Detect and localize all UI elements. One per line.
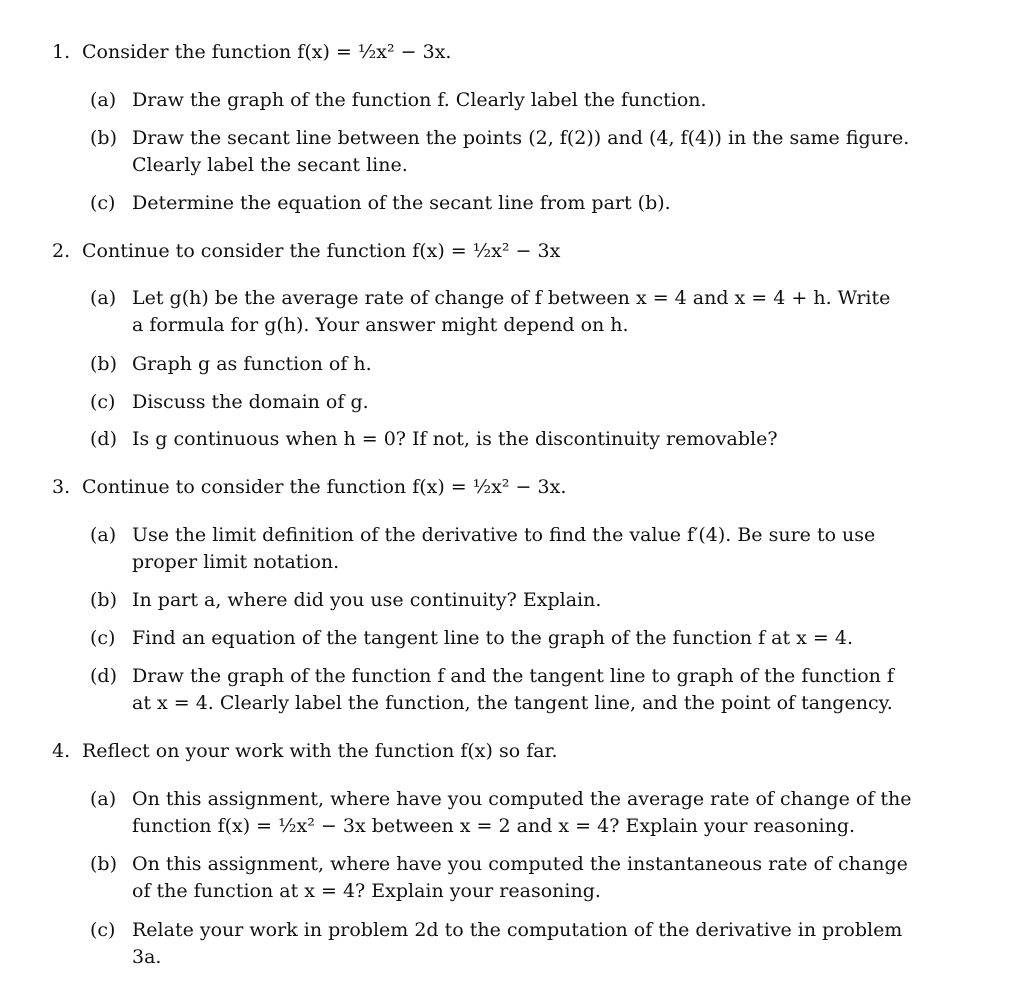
- part-label: (a): [90, 788, 117, 810]
- problem-4-part-c: [90, 917, 940, 971]
- problem-2-part-c: [90, 389, 940, 416]
- part-line: Draw the secant line between the points (2, f(2)) and (4, f(4)) in the same figure.: [132, 127, 910, 149]
- problem-2-part-d: [90, 426, 940, 453]
- part-line: In part a, where did you use continuity? Explain.: [132, 589, 602, 611]
- part-line: Use the limit definition of the derivative to find the value f′(4). Be sure to use: [132, 524, 876, 546]
- part-line: function f(x) = ½x² − 3x between x = 2 and x = 4? Explain your reasoning.: [132, 815, 856, 837]
- problem-3-part-c: [90, 625, 940, 652]
- part-label: (d): [90, 665, 117, 687]
- problem-3-statement: [52, 474, 942, 501]
- part-line: Graph g as function of h.: [132, 353, 372, 375]
- problem-4-part-a: [90, 786, 940, 840]
- part-label: (b): [90, 853, 117, 875]
- part-line: Discuss the domain of g.: [132, 391, 369, 413]
- part-line: Determine the equation of the secant line from part (b).: [132, 192, 671, 214]
- part-label: (c): [90, 919, 116, 941]
- problem-2-statement: [52, 238, 942, 265]
- part-line: a formula for g(h). Your answer might depend on h.: [132, 314, 629, 336]
- problem-text: Continue to consider the function f(x) = ½x² − 3x: [82, 240, 561, 262]
- problem-number: 2.: [52, 240, 71, 262]
- part-line: Draw the graph of the function f. Clearly label the function.: [132, 89, 707, 111]
- problem-4-statement: [52, 738, 942, 765]
- part-label: (c): [90, 391, 116, 413]
- part-label: (b): [90, 127, 117, 149]
- problem-1-statement: [52, 39, 942, 66]
- part-line: proper limit notation.: [132, 551, 340, 573]
- part-line: Let g(h) be the average rate of change of f between x = 4 and x = 4 + h. Write: [132, 287, 891, 309]
- problem-text: Reflect on your work with the function f(x) so far.: [82, 740, 558, 762]
- problem-text: Continue to consider the function f(x) = ½x² − 3x.: [82, 476, 567, 498]
- problem-number: 4.: [52, 740, 71, 762]
- part-line: Clearly label the secant line.: [132, 154, 408, 176]
- part-label: (b): [90, 353, 117, 375]
- problem-1-part-a: [90, 87, 940, 114]
- part-label: (a): [90, 524, 117, 546]
- part-line: at x = 4. Clearly label the function, the tangent line, and the point of tangency.: [132, 692, 893, 714]
- part-line: Relate your work in problem 2d to the computation of the derivative in problem: [132, 919, 903, 941]
- part-line: On this assignment, where have you computed the average rate of change of the: [132, 788, 912, 810]
- problem-1-part-c: [90, 190, 940, 217]
- problem-2-part-a: [90, 285, 940, 339]
- part-line: On this assignment, where have you computed the instantaneous rate of change: [132, 853, 908, 875]
- problem-2-part-b: [90, 351, 940, 378]
- problem-3-part-a: [90, 522, 940, 576]
- problem-1-part-b: [90, 125, 940, 179]
- part-label: (b): [90, 589, 117, 611]
- part-line: 3a.: [132, 946, 162, 968]
- problem-text: Consider the function f(x) = ½x² − 3x.: [82, 41, 452, 63]
- part-label: (c): [90, 192, 116, 214]
- part-line: Draw the graph of the function f and the tangent line to graph of the function f: [132, 665, 894, 687]
- problem-4-part-b: [90, 851, 940, 905]
- problem-3-part-d: [90, 663, 940, 717]
- problem-number: 3.: [52, 476, 71, 498]
- problem-3-part-b: [90, 587, 940, 614]
- part-label: (d): [90, 428, 117, 450]
- part-line: Find an equation of the tangent line to the graph of the function f at x = 4.: [132, 627, 853, 649]
- part-line: Is g continuous when h = 0? If not, is the discontinuity removable?: [132, 428, 778, 450]
- part-line: of the function at x = 4? Explain your reasoning.: [132, 880, 601, 902]
- problem-number: 1.: [52, 41, 71, 63]
- part-label: (a): [90, 89, 117, 111]
- part-label: (a): [90, 287, 117, 309]
- part-label: (c): [90, 627, 116, 649]
